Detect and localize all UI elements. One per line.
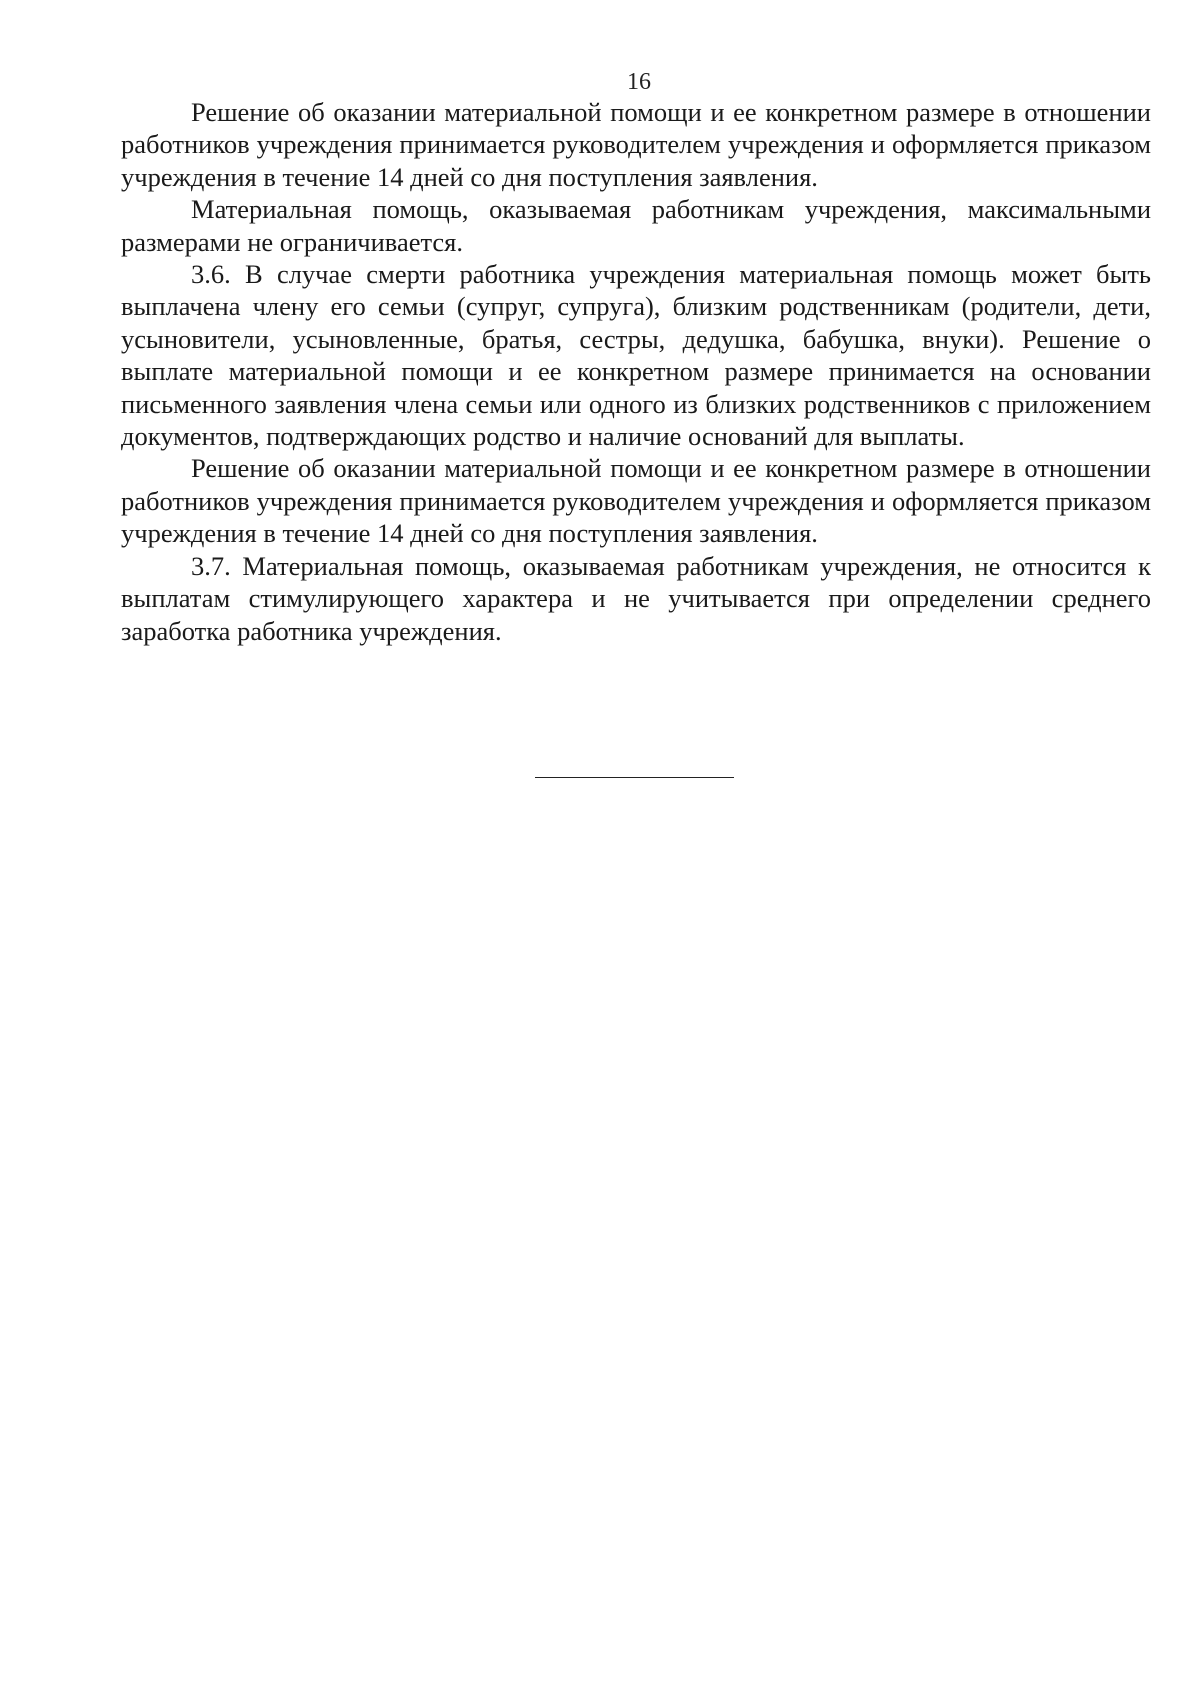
closing-divider-line — [535, 777, 734, 778]
paragraph-aid-unlimited: Материальная помощь, оказываемая работникам учреждения, максимальными размерами не ограничивается. — [121, 194, 1151, 257]
paragraph-decision-employees-repeat: Решение об оказании материальной помощи и ее конкретном размере в отношении работников учреждения принимается руководителем учреждения и оформляется приказом учреждения в течение 14 дней со дня поступления заявления. — [121, 453, 1151, 549]
paragraph-decision-employees: Решение об оказании материальной помощи и ее конкретном размере в отношении работников учреждения принимается руководителем учреждения и оформляется приказом учреждения в течение 14 дней со дня поступления заявления. — [121, 97, 1151, 192]
document-body — [121, 96, 1151, 647]
page-number: 16 — [627, 69, 651, 95]
paragraph-3-6-death-of-employee: 3.6. В случае смерти работника учреждения материальная помощь может быть выплачена члену его семьи (супруг, супруга), близким родственникам (родители, дети, усыновители, усыновленные, братья, сестры, дедушка, бабушка, внуки). Решение о выплате материальной помощи и ее конкретном размере принимается на основании письменного заявления члена семьи или одного из близких родственников с приложением документов, подтверждающих родство и наличие оснований для выплаты. — [121, 259, 1151, 452]
paragraph-3-7-not-incentive: 3.7. Материальная помощь, оказываемая работникам учреждения, не относится к выплатам стимулирующего характера и не учитывается при определении среднего заработка работника учреждения. — [121, 550, 1151, 646]
